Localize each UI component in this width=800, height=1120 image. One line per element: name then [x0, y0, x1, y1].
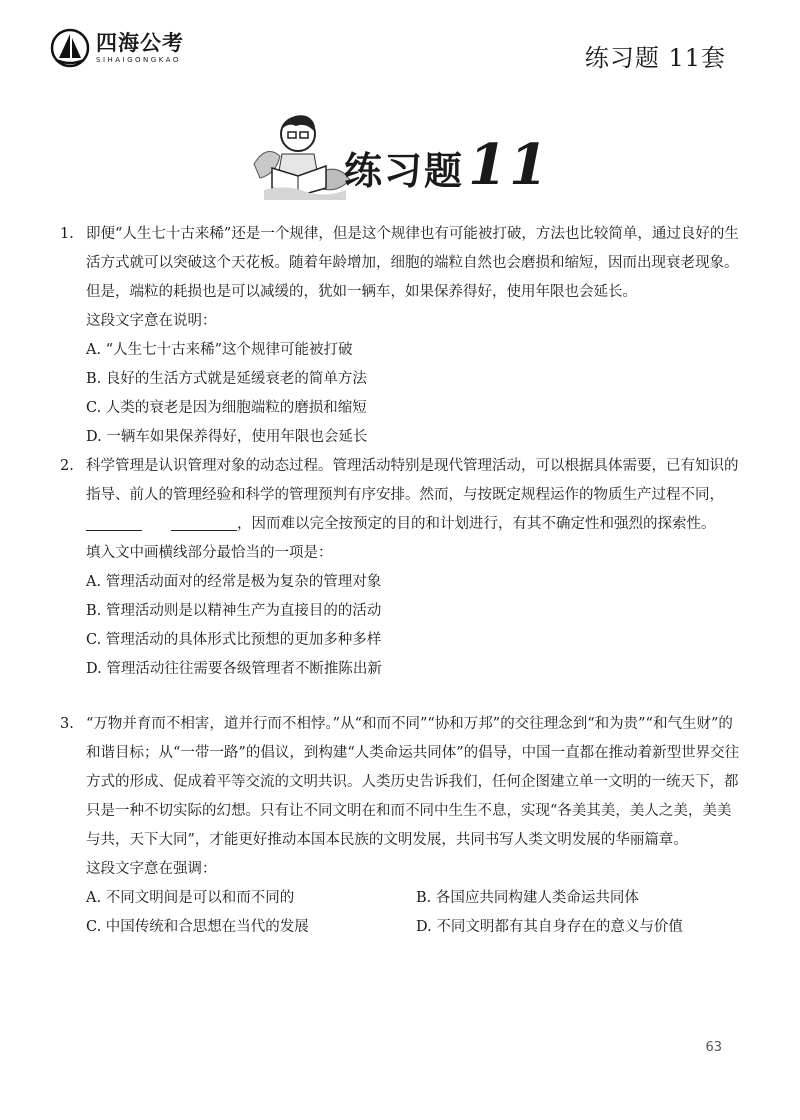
option-c[interactable]: C. 人类的衰老是因为细胞端粒的磨损和缩短 [86, 400, 367, 416]
section-banner [246, 104, 550, 200]
question-1 [60, 220, 740, 452]
option-a[interactable]: A. “人生七十古来稀”这个规律可能被打破 [86, 342, 353, 358]
student-reading-illustration [246, 104, 356, 200]
passage-text-before-blank: 科学管理是认识管理对象的动态过程。管理活动特别是现代管理活动，可以根据具体需要，已有知识的指导、前人的管理经验和科学的管理预判有序安排。然而，与按既定规程运作的物质生产过程不同， [86, 458, 739, 503]
option-a[interactable]: A. 不同文明间是可以和而不同的 [86, 890, 295, 906]
banner-number: 11 [468, 132, 550, 198]
passage-text: “万物并育而不相害，道并行而不相悖。”从“和而不同”“协和万邦”的交往理念到“和为贵”“和气生财”的和谐目标；从“一带一路”的倡议，到构建“人类命运共同体”的倡导，中国一直都在推动着新型世界交往方式的形成、促成着平等交流的文明共识。人类历史告诉我们，任何企图建立单一文明的一统天下，都只是一种不切实际的幻想。只有让不同文明在和而不同中生生不息，实现“各美其美，美人之美，美美与共，天下大同”，才能更好推动本国本民族的文明发展，共同书写人类文明发展的华丽篇章。 [86, 716, 740, 848]
option-d[interactable]: D. 不同文明都有其自身存在的意义与价值 [416, 919, 683, 935]
fill-blank-line [171, 514, 237, 531]
banner-title [344, 132, 550, 198]
question-2-passage [60, 452, 740, 539]
option-c[interactable]: C. 中国传统和合思想在当代的发展 [86, 919, 309, 935]
option-d[interactable]: D. 管理活动往往需要各级管理者不断推陈出新 [86, 661, 382, 677]
passage-text: 即便“人生七十古来稀”还是一个规律，但是这个规律也有可能被打破，方法也比较简单，通过良好的生活方式就可以突破这个天花板。随着年龄增加，细胞的端粒自然也会磨损和缩短，因而出现衰老现象。但是，端粒的耗损也是可以减缓的，犹如一辆车，如果保养得好，使用年限也会延长。 [86, 226, 739, 300]
option-c[interactable]: C. 管理活动的具体形式比预想的更加多种多样 [86, 632, 382, 648]
question-stem: 填入文中画横线部分最恰当的一项是： [86, 545, 333, 561]
question-2 [60, 452, 740, 684]
question-3 [60, 710, 740, 942]
option-a[interactable]: A. 管理活动面对的经常是极为复杂的管理对象 [86, 574, 382, 590]
option-b[interactable]: B. 良好的生活方式就是延缓衰老的简单方法 [86, 371, 367, 387]
question-stem: 这段文字意在说明： [86, 313, 217, 329]
question-number: 2. [60, 458, 74, 474]
fill-blank-line [86, 514, 142, 531]
question-1-passage [60, 220, 740, 307]
question-3-passage [60, 710, 740, 855]
option-d[interactable]: D. 一辆车如果保养得好，使用年限也会延长 [86, 429, 368, 445]
options-grid [60, 884, 740, 942]
option-b[interactable]: B. 管理活动则是以精神生产为直接目的的活动 [86, 603, 382, 619]
question-number: 3. [60, 716, 74, 732]
question-number: 1. [60, 226, 74, 242]
banner-title-text: 练习题 [344, 148, 465, 193]
set-title: 练习题 11套 [584, 44, 726, 72]
question-stem: 这段文字意在强调： [86, 861, 217, 877]
passage-text-after-blank: ，因而难以完全按预定的目的和计划进行，有其不确定性和强烈的探索性。 [237, 516, 716, 532]
page-number: 63 [705, 1040, 722, 1055]
logo-name: 四海公考 [96, 30, 184, 55]
sailboat-logo-icon [50, 28, 90, 68]
option-b[interactable]: B. 各国应共同构建人类命运共同体 [416, 890, 639, 906]
logo-subtitle: SIHAIGONGKAO [96, 55, 181, 64]
publisher-logo [50, 28, 184, 68]
